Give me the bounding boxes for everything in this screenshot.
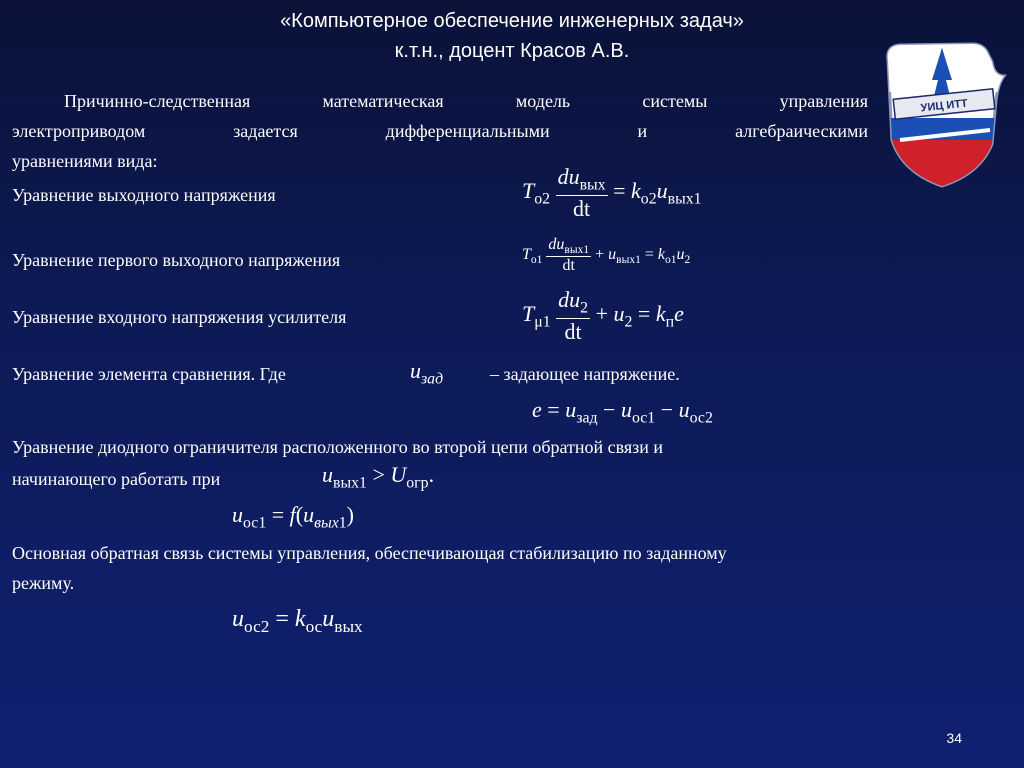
input-voltage-formula: $T_{\mu 1}$ $\frac{du_2}{dt}$ + $u_2 = k_пe$ [522, 287, 684, 344]
slide-subtitle: к.т.н., доцент Красов А.В. [394, 40, 630, 62]
main-feedback-line-1: Основная обратная связь системы управления, обеспечивающая стабилизацию по заданному [12, 543, 727, 563]
diode-limiter-formula: $u_{ос1} = f(u_{вых1})$ [232, 502, 354, 532]
intro-line-3: уравнениями вида: [12, 151, 158, 171]
university-logo [880, 40, 1010, 190]
main-feedback-formula: $u_{ос2} = k_{ос}u_{вых}$ [232, 606, 363, 637]
output-voltage-label: Уравнение выходного напряжения [12, 185, 276, 205]
diode-condition-formula: $u_{вых1} > U_{огр}$. [322, 462, 435, 492]
main-feedback-line-2: режиму. [12, 573, 75, 593]
output-voltage-formula: $T_{o2}$ $\frac{du_{вых}}{dt}$ = $k_{o2}u_{вых1}$ [522, 164, 702, 221]
reference-voltage-description: – задающее напряжение. [490, 364, 680, 384]
diode-limiter-line-1: Уравнение диодного ограничителя расположенного во второй цепи обратной связи и [12, 437, 664, 457]
reference-voltage-symbol: $u_{зад}$ [410, 358, 444, 388]
comparison-formula: $e = u_{зад} - u_{ос1} - u_{ос2}$ [532, 397, 713, 427]
diode-limiter-line-2: начинающего работать при [12, 469, 221, 489]
intro-line-1: Причинно-следственная математическая модель системы управления [64, 91, 868, 111]
first-output-voltage-label: Уравнение первого выходного напряжения [12, 250, 341, 270]
comparison-label: Уравнение элемента сравнения. Где [12, 364, 286, 384]
slide-number: 34 [946, 730, 962, 746]
input-voltage-label: Уравнение входного напряжения усилителя [12, 307, 347, 327]
intro-line-2: электроприводом задается дифференциальными и алгебраическими [12, 121, 868, 141]
slide-title: «Компьютерное обеспечение инженерных задач» [280, 10, 744, 32]
first-output-voltage-formula: $T_{o1}$ $\frac{du_{вых1}}{dt}$ + $u_{вых1} = k_{o1}u_2$ [522, 236, 691, 275]
logo-text: УИЦ ИТТ [920, 97, 969, 115]
